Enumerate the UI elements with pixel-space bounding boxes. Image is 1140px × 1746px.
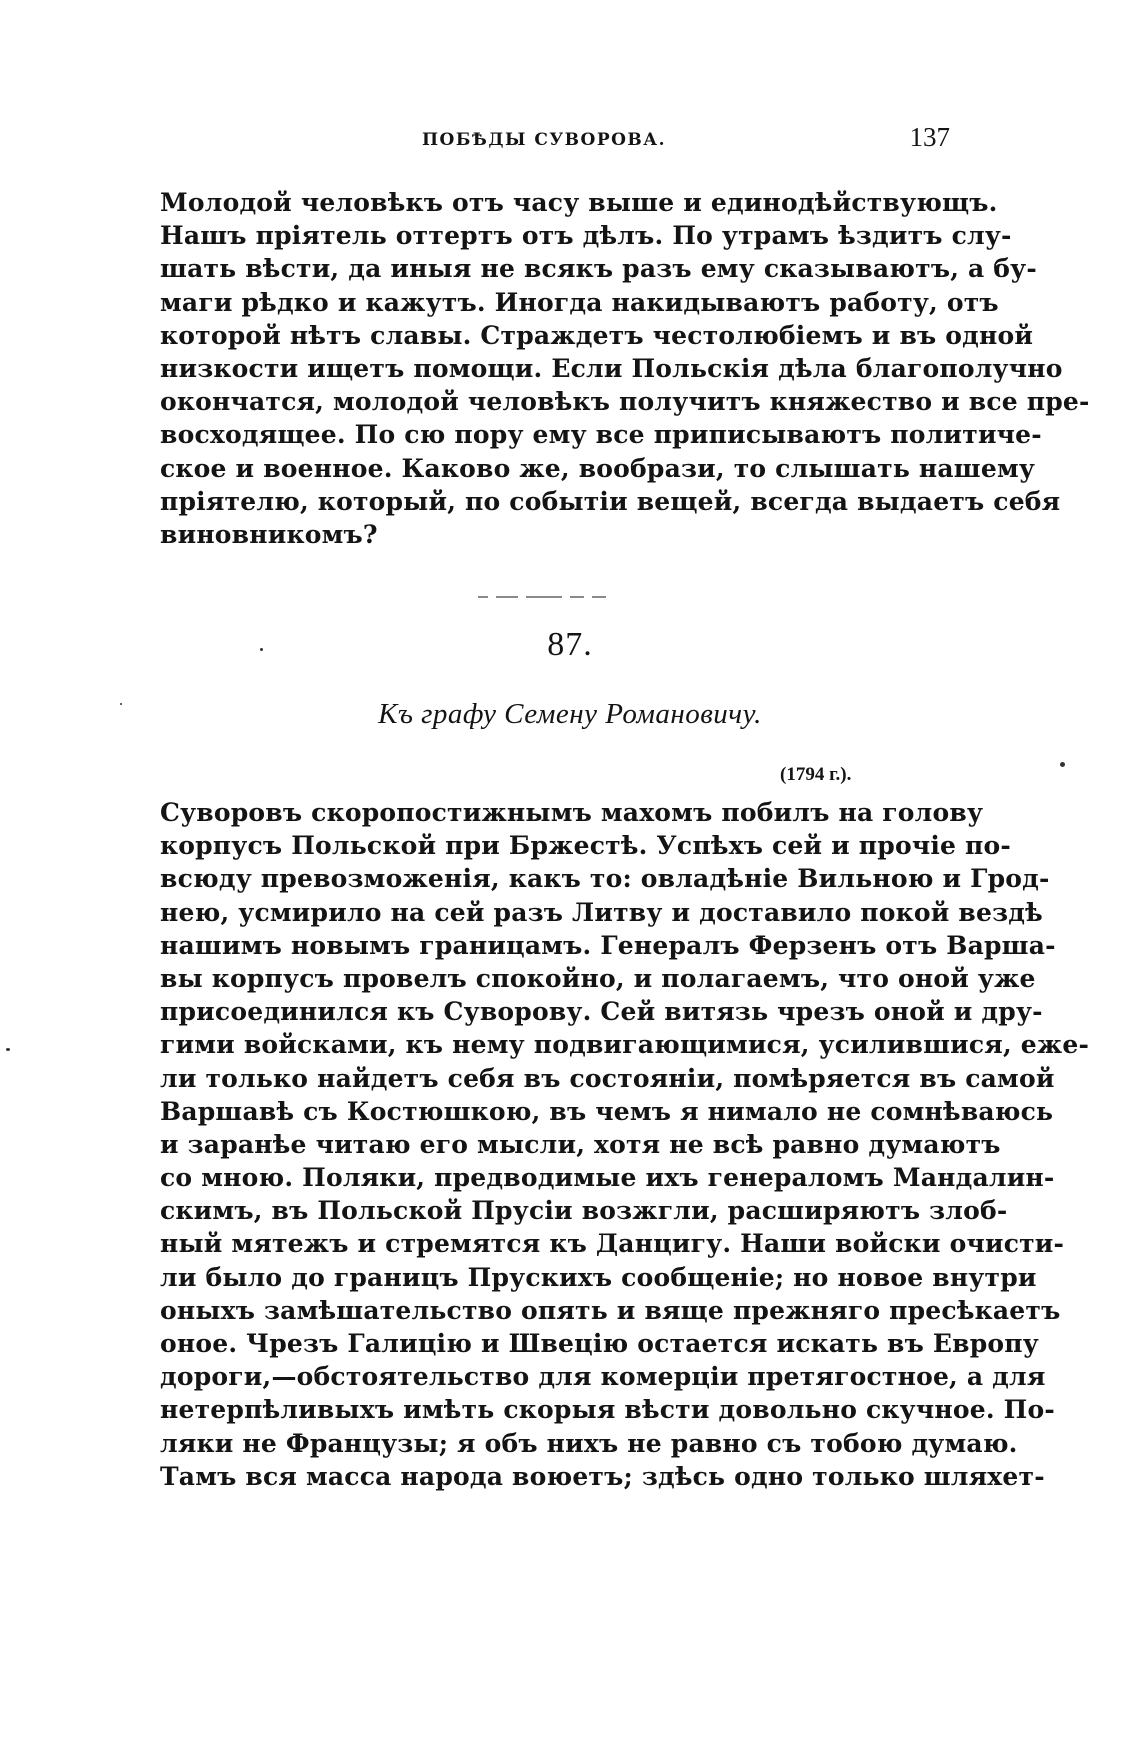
text-line: низкости ищетъ помощи. Если Польскія дѣла благополучно	[160, 353, 1063, 383]
text-line: нею, усмирило на сей разъ Литву и доставило покой вездѣ	[160, 897, 1043, 927]
text-line: ляки не Французы; я объ нихъ не равно съ тобою думаю.	[160, 1428, 1018, 1458]
text-line: окончатся, молодой человѣкъ получитъ княжество и все пре-	[160, 387, 1090, 417]
text-line: Тамъ вся масса народа воюетъ; здѣсь одно только шляхет-	[160, 1461, 1045, 1491]
text-line: виновникомъ?	[160, 519, 378, 549]
scan-speck	[260, 648, 263, 651]
scan-speck	[120, 703, 122, 705]
text-line: со мною. Поляки, предводимые ихъ генераломъ Мандалин-	[160, 1163, 1055, 1193]
text-line: дороги,—обстоятельство для комерціи претягостное, а для	[160, 1362, 1046, 1392]
scan-speck	[1060, 762, 1065, 767]
text-line: Молодой человѣкъ отъ часу выше и единодѣйствующъ.	[160, 188, 998, 217]
text-line: оныхъ замѣшательство опять и вяще прежняго пресѣкаетъ	[160, 1295, 1061, 1325]
text-line: маги рѣдко и кажутъ. Иногда накидываютъ работу, отъ	[160, 287, 999, 317]
text-line: которой нѣтъ славы. Страждетъ честолюбіемъ и въ одной	[160, 320, 1034, 350]
text-line: пріятелю, который, по событіи вещей, всегда выдаетъ себя	[160, 486, 1061, 516]
text-line: присоединился къ Суворову. Сей витязь чрезъ оной и дру-	[160, 997, 1043, 1027]
letter-addressee: Къ графу Семену Романовичу.	[378, 698, 762, 730]
text-line: Нашъ пріятель оттертъ отъ дѣлъ. По утрамъ ѣздитъ слу-	[160, 221, 1012, 251]
letter-number: 87.	[547, 626, 593, 663]
running-head	[160, 122, 950, 162]
text-line: ный мятежъ и стремятся къ Данцигу. Наши войски очисти-	[160, 1229, 1065, 1259]
letter-date: (1794 г.).	[780, 764, 852, 785]
text-line: шать вѣсти, да иныя не всякъ разъ ему сказываютъ, а бу-	[160, 254, 1037, 284]
text-line: скимъ, въ Польской Прусіи возжгли, расширяютъ злоб-	[160, 1196, 1008, 1226]
text-line: ли было до границъ Прускихъ сообщеніе; но новое внутри	[160, 1262, 1037, 1292]
text-line: Суворовъ скоропостижнымъ махомъ побилъ на голову	[160, 798, 984, 827]
text-line: нетерпѣливыхъ имѣть скорыя вѣсти довольно скучное. По-	[160, 1395, 1055, 1425]
text-line: корпусъ Польской при Бржестѣ. Успѣхъ сей и прочіе по-	[160, 831, 1012, 861]
text-line: нашимъ новымъ границамъ. Генералъ Ферзенъ отъ Варша-	[160, 930, 1056, 960]
scan-speck	[6, 1048, 10, 1051]
text-line: Варшавѣ съ Костюшкою, въ чемъ я нимало не сомнѣваюсь	[160, 1096, 1054, 1126]
letter-body	[160, 796, 1090, 1493]
text-line: ли только найдетъ себя въ состояніи, помѣряется въ самой	[160, 1063, 1055, 1093]
page-number: 137	[909, 122, 950, 152]
text-line: всюду превозможенія, какъ то: овладѣніе Вильною и Грод-	[160, 864, 1050, 894]
text-line: вы корпусъ провелъ спокойно, и полагаемъ, что оной уже	[160, 963, 1036, 993]
paragraph-continued	[160, 186, 1090, 551]
section-divider	[478, 594, 606, 600]
text-line: гими войсками, къ нему подвигающимися, усилившися, еже-	[160, 1030, 1090, 1060]
text-line: ское и военное. Каково же, вообрази, то слышать нашему	[160, 453, 1036, 483]
text-line: оное. Чрезъ Галицію и Швецію остается искать въ Европу	[160, 1329, 1039, 1358]
text-line: и заранѣе читаю его мысли, хотя не всѣ равно думаютъ	[160, 1129, 1001, 1159]
running-title: ПОБѢДЫ СУВОРОВА.	[422, 130, 667, 150]
text-line: восходящее. По сю пору ему все приписываютъ политиче-	[160, 420, 1042, 450]
